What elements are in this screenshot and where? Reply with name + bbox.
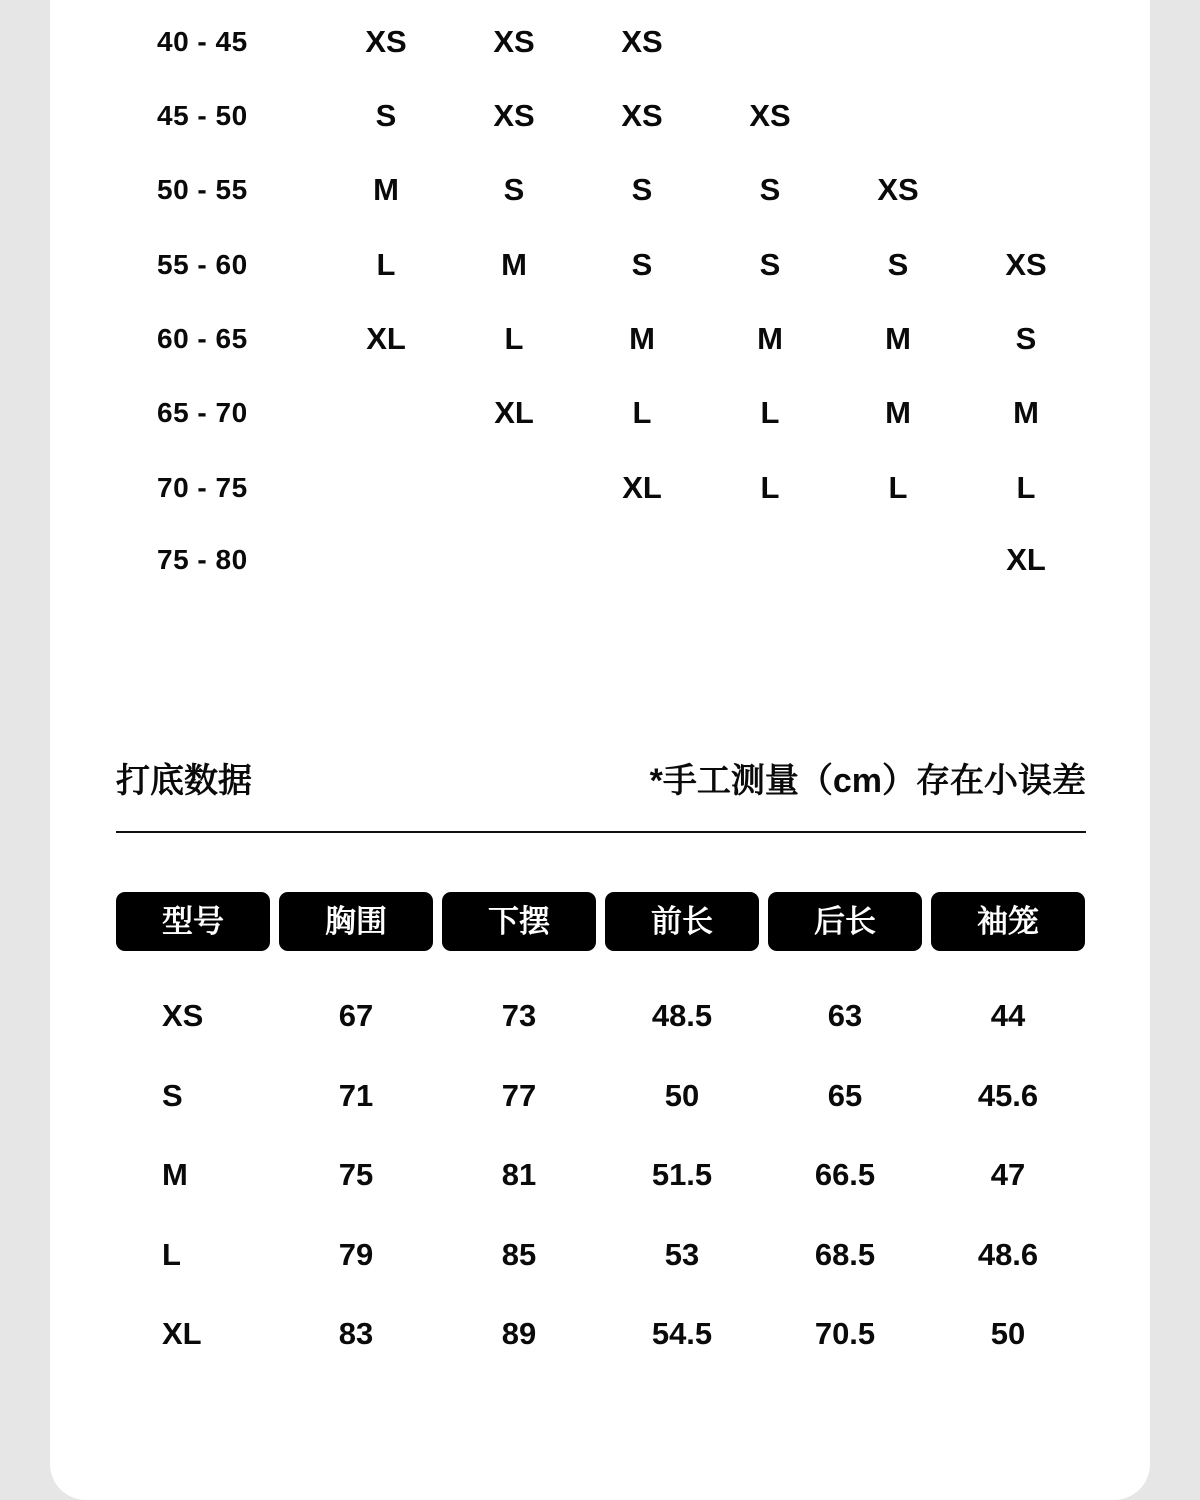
recommendation-row [0,393,1200,433]
size-cell: L [632,395,652,430]
size-label: S [162,1078,183,1113]
size-cell: XS [493,98,535,133]
size-cell [848,22,948,62]
table-cell: 45.6 [977,1078,1039,1113]
size-cell: XS [621,98,663,133]
size-cell: L [504,321,524,356]
weight-range: 75 - 80 [157,544,248,575]
table-cell: 63 [827,998,863,1033]
size-cell [848,540,948,580]
weight-range: 60 - 65 [157,323,248,354]
table-cell: 83 [338,1316,374,1351]
section-title: 打底数据 [116,762,252,800]
size-cell: M [373,172,399,207]
table-cell: 79 [338,1237,374,1272]
size-cell [720,22,820,62]
size-cell: XL [494,395,534,430]
size-cell [720,540,820,580]
size-cell: M [757,321,783,356]
table-cell: 73 [501,998,537,1033]
size-cell: S [503,172,525,207]
size-cell: S [375,98,397,133]
column-header-chest: 胸围 [279,892,433,951]
table-cell: 48.5 [651,998,713,1033]
table-cell: 89 [501,1316,537,1351]
table-row [0,1152,1200,1198]
size-cell: XS [1005,247,1047,282]
size-cell: L [376,247,396,282]
column-header-armhole: 袖笼 [931,892,1085,951]
size-cell: S [887,247,909,282]
column-header-hem: 下摆 [442,892,596,951]
table-row [0,1073,1200,1119]
size-cell: S [759,172,781,207]
weight-range: 40 - 45 [157,26,248,57]
table-cell: 85 [501,1237,537,1272]
size-cell: XS [493,24,535,59]
size-cell: XL [366,321,406,356]
size-cell: XS [621,24,663,59]
measurement-note: *手工测量（cm）存在小误差 [649,762,1086,800]
size-label: XL [162,1316,202,1351]
size-cell [336,393,436,433]
weight-range: 50 - 55 [157,174,248,205]
size-cell: L [760,395,780,430]
recommendation-row [0,245,1200,285]
size-cell: L [760,470,780,505]
size-cell: M [885,395,911,430]
recommendation-row [0,540,1200,580]
size-label: XS [162,998,204,1033]
table-cell: 68.5 [814,1237,876,1272]
size-cell [592,540,692,580]
size-cell [848,96,948,136]
table-cell: 51.5 [651,1157,713,1192]
table-cell: 71 [338,1078,374,1113]
column-header-front-length: 前长 [605,892,759,951]
size-cell: XS [749,98,791,133]
size-cell: M [885,321,911,356]
recommendation-row [0,468,1200,508]
table-cell: 53 [664,1237,700,1272]
table-cell: 48.6 [977,1237,1039,1272]
table-cell: 66.5 [814,1157,876,1192]
table-cell: 67 [338,998,374,1033]
column-header-back-length: 后长 [768,892,922,951]
size-cell [976,22,1076,62]
weight-range: 55 - 60 [157,249,248,280]
column-header-size: 型号 [116,892,270,951]
table-cell: 81 [501,1157,537,1192]
recommendation-row [0,96,1200,136]
table-row [0,1232,1200,1278]
size-cell [976,96,1076,136]
size-cell: XL [622,470,662,505]
size-label: L [162,1237,181,1272]
size-cell [464,468,564,508]
table-cell: 65 [827,1078,863,1113]
table-cell: 50 [990,1316,1026,1351]
recommendation-row [0,319,1200,359]
table-cell: 70.5 [814,1316,876,1351]
weight-range: 70 - 75 [157,472,248,503]
table-cell: 44 [990,998,1026,1033]
size-cell: XS [365,24,407,59]
table-cell: 47 [990,1157,1026,1192]
size-cell: M [1013,395,1039,430]
divider [116,831,1086,833]
table-row [0,993,1200,1039]
size-cell: M [501,247,527,282]
table-row [0,1311,1200,1357]
size-cell [464,540,564,580]
recommendation-row [0,22,1200,62]
size-cell [976,170,1076,210]
table-cell: 50 [664,1078,700,1113]
size-cell: XS [877,172,919,207]
size-cell: XL [1006,542,1046,577]
size-cell [336,468,436,508]
size-cell: M [629,321,655,356]
size-cell [336,540,436,580]
table-cell: 75 [338,1157,374,1192]
table-cell: 54.5 [651,1316,713,1351]
size-label: M [162,1157,188,1192]
size-cell: S [759,247,781,282]
size-cell: S [631,172,653,207]
size-cell: L [1016,470,1036,505]
size-cell: S [1015,321,1037,356]
size-cell: L [888,470,908,505]
recommendation-row [0,170,1200,210]
weight-range: 45 - 50 [157,100,248,131]
weight-range: 65 - 70 [157,397,248,428]
table-cell: 77 [501,1078,537,1113]
size-cell: S [631,247,653,282]
